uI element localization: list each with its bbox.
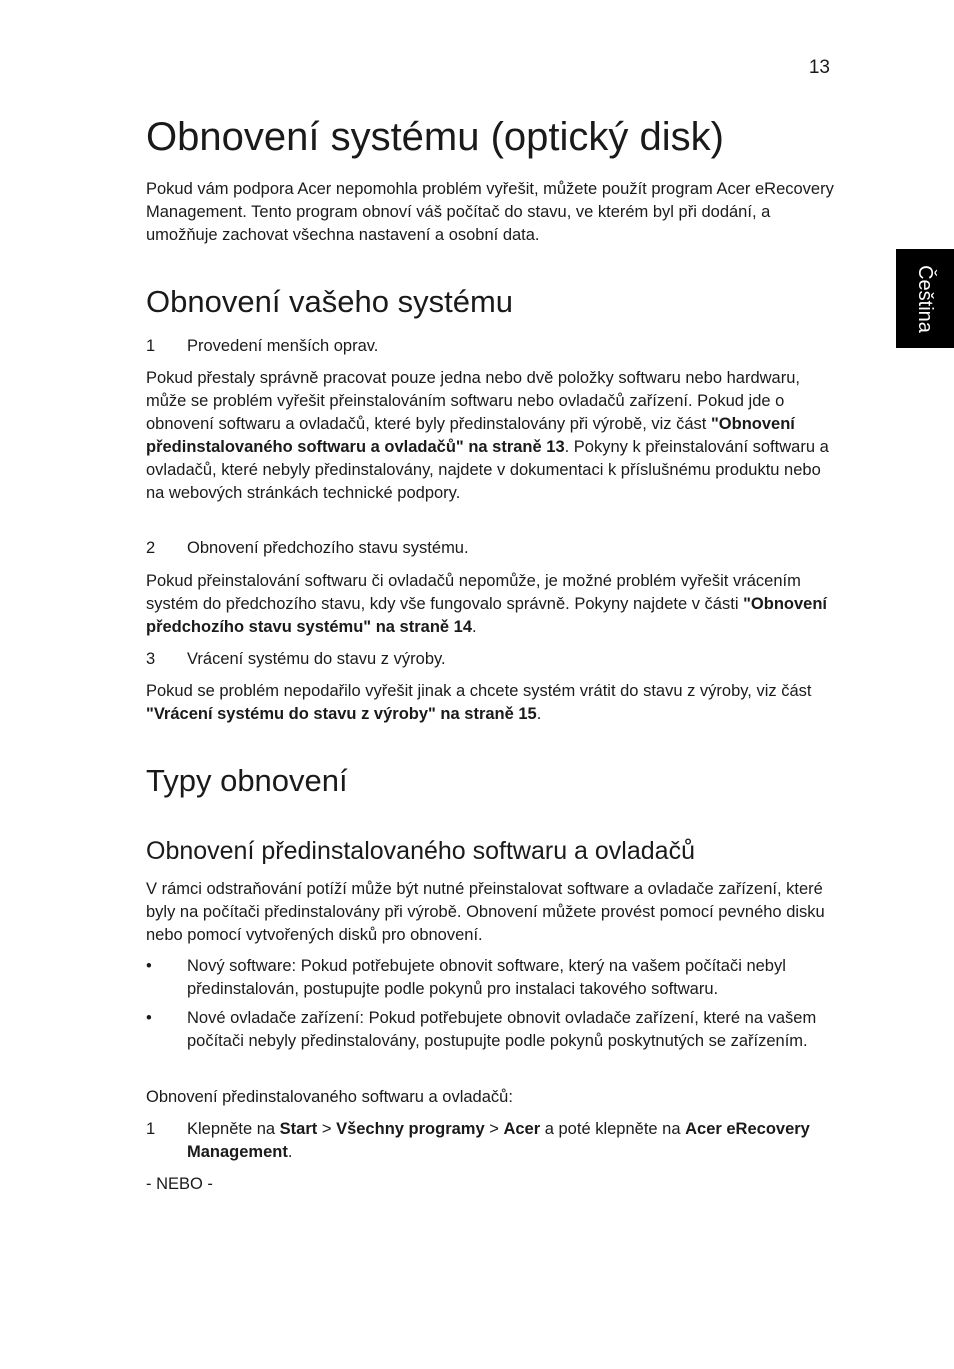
menu-all-programs: Všechny programy	[336, 1120, 485, 1138]
text-run: Pokud přestaly správně pracovat pouze jedna nebo dvě položky softwaru nebo hardwaru, může se problém vyřešit přeinstalováním softwaru nebo ovladačů zařízení. Pokud jde o obnovení softwaru a ovladačů, které byly předinstalovány při výrobě, viz část	[146, 369, 800, 433]
bullet-marker: •	[146, 1009, 152, 1027]
language-tab	[896, 249, 954, 348]
bullet-marker: •	[146, 957, 152, 975]
paragraph-minor-repairs	[146, 367, 836, 505]
step-3-factory-reset	[146, 648, 836, 671]
step-1-minor-repairs	[146, 335, 836, 358]
cross-reference-link[interactable]: "Obnovení předchozího stavu systému" na straně 14	[146, 595, 827, 636]
step-label: Provedení menších oprav.	[187, 337, 379, 355]
menu-start: Start	[279, 1120, 318, 1138]
step-number: 1	[146, 337, 156, 355]
menu-acer-erecovery: Acer eRecovery Management	[187, 1120, 810, 1161]
cross-reference-link[interactable]: "Obnovení předinstalovaného softwaru a ovladačů" na straně 13	[146, 415, 795, 456]
page-title: Obnovení systému (optický disk)	[146, 115, 724, 159]
paragraph-previous-state	[146, 570, 836, 639]
text-run: .	[472, 618, 477, 636]
text-run: >	[317, 1120, 337, 1138]
section-heading-recovery-types: Typy obnovení	[146, 763, 348, 798]
bullet-text: Nové ovladače zařízení: Pokud potřebujete obnovit ovladače zařízení, které na vašem počítači nebyly předinstalovány, postupujte podle pokynů poskytnutých se zařízením.	[187, 1009, 817, 1050]
text-run: Pokud přeinstalování softwaru či ovladačů nepomůže, je možné problém vyřešit vrácením systém do předchozího stavu, kdy vše fungovalo správně. Pokyny najdete v části	[146, 572, 801, 613]
step-number: 1	[146, 1120, 156, 1138]
step-label: Vrácení systému do stavu z výroby.	[187, 650, 446, 668]
text-run: .	[287, 1143, 293, 1161]
step-2-previous-state	[146, 537, 836, 560]
step-number: 2	[146, 539, 156, 557]
bullet-new-software	[146, 955, 836, 1001]
text-run: . Pokyny k přeinstalování softwaru a ovladačů, které nebyly předinstalovány, najdete v dokumentaci k příslušnému produktu nebo na webových stránkách technické podpory.	[146, 438, 829, 502]
paragraph-factory-reset	[146, 680, 836, 726]
bullet-text: Nový software: Pokud potřebujete obnovit software, který na vašem počítači nebyl předinstalován, postupujte podle pokynů pro instalaci takového softwaru.	[187, 957, 786, 998]
cross-reference-link[interactable]: "Vrácení systému do stavu z výroby" na straně 15	[146, 705, 537, 723]
or-separator: - NEBO -	[146, 1175, 213, 1193]
step-number: 3	[146, 650, 156, 668]
page-number: 13	[808, 57, 830, 78]
paragraph-preinstalled: V rámci odstraňování potíží může být nutné přeinstalovat software a ovladače zařízení, které byly na počítači předinstalovány při výrobě. Obnovení můžete provést pomocí pevného disku nebo pomocí vytvořených disků pro obnovení.	[146, 880, 825, 944]
step-text	[187, 1118, 837, 1164]
intro-paragraph: Pokud vám podpora Acer nepomohla problém vyřešit, můžete použít program Acer eRecovery Management. Tento program obnoví váš počítač do stavu, ve kterém byl při dodání, a umožňuje zachovat všechna nastavení a osobní data.	[146, 180, 834, 244]
text-run: a poté klepněte na	[540, 1120, 686, 1138]
section-heading-restore-system: Obnovení vašeho systému	[146, 284, 514, 319]
step-label: Obnovení předchozího stavu systému.	[187, 539, 469, 557]
menu-acer: Acer	[503, 1120, 541, 1138]
text-run: Pokud se problém nepodařilo vyřešit jinak a chcete systém vrátit do stavu z výroby, viz část	[146, 682, 812, 700]
text-run: >	[484, 1120, 504, 1138]
language-tab-label: Čeština	[914, 264, 936, 333]
bullet-new-drivers	[146, 1007, 836, 1053]
procedure-lead: Obnovení předinstalovaného softwaru a ovladačů:	[146, 1088, 513, 1106]
subsection-heading-preinstalled: Obnovení předinstalovaného softwaru a ovladačů	[146, 837, 695, 865]
procedure-step-1	[146, 1118, 836, 1164]
text-run: Klepněte na	[187, 1120, 280, 1138]
text-run: .	[536, 705, 542, 723]
